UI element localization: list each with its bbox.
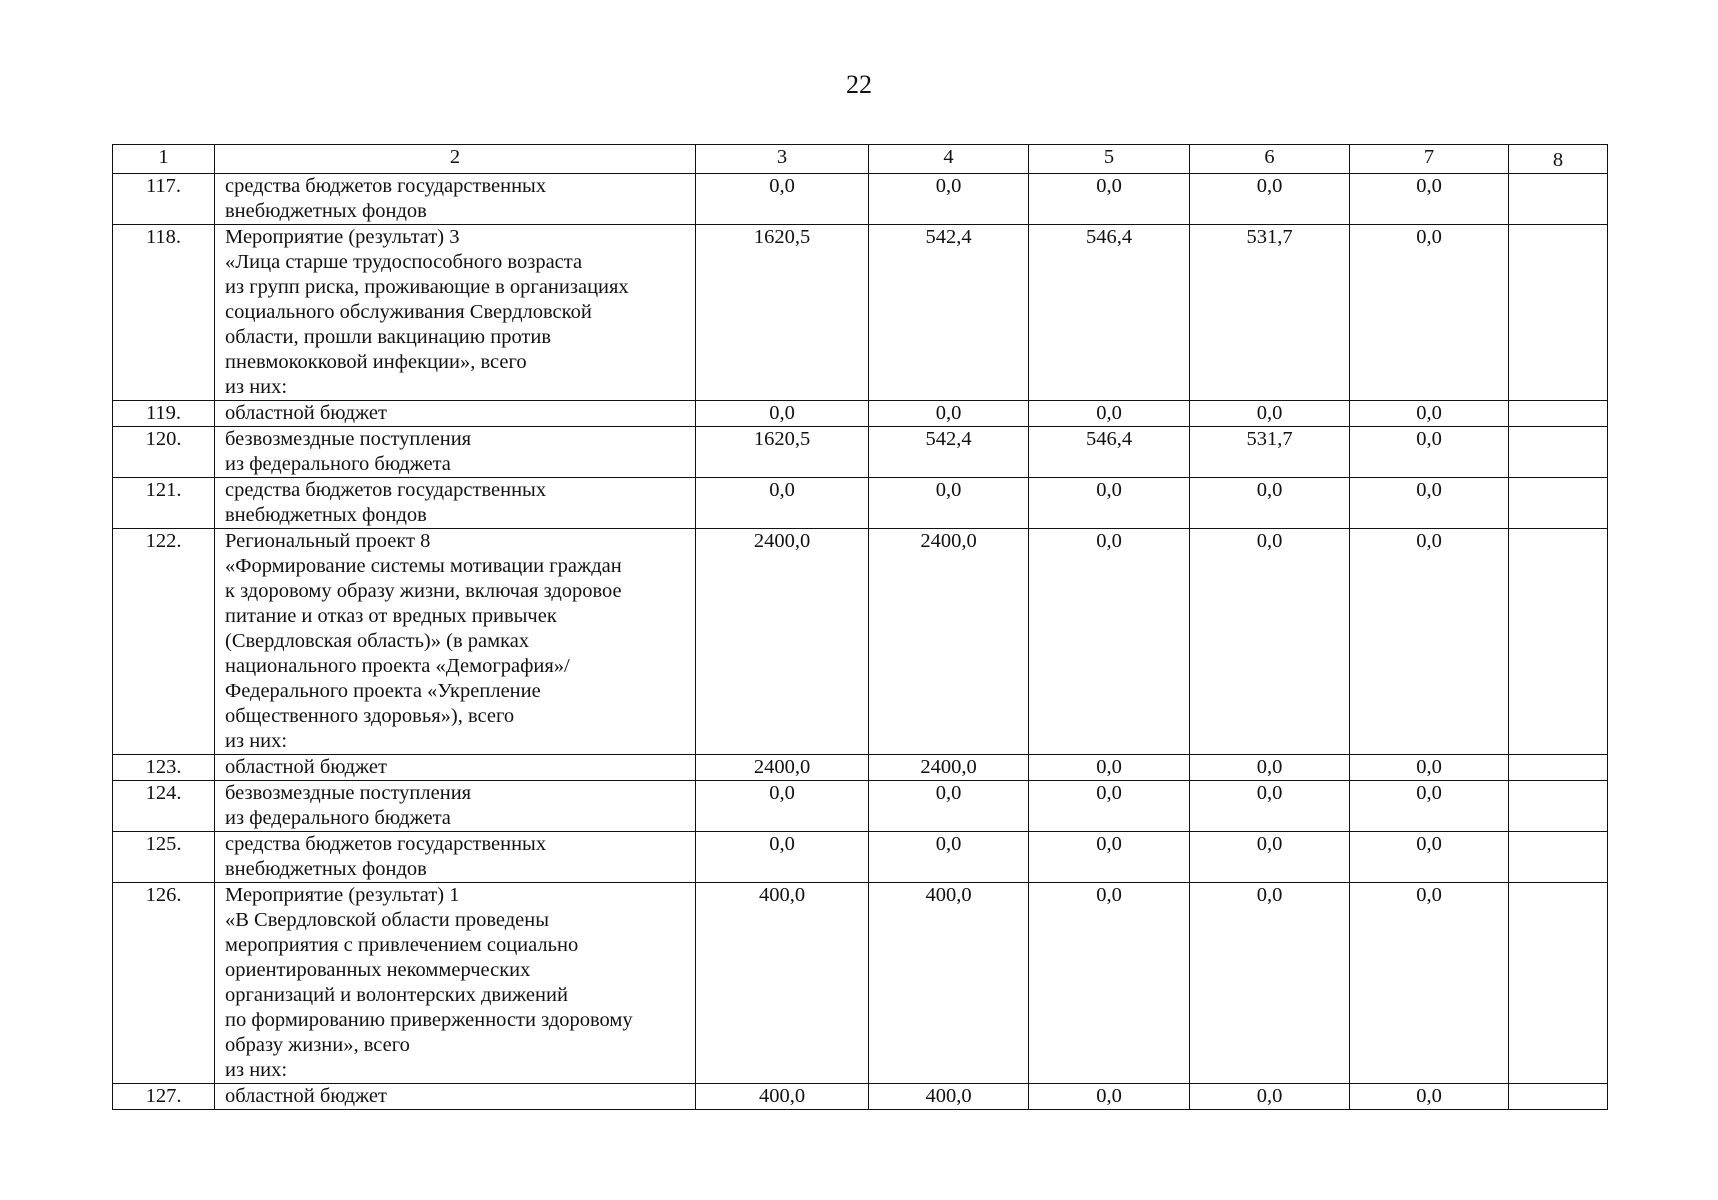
value-cell-col-5: 0,0 — [1029, 529, 1190, 755]
row-name-cell — [215, 427, 696, 478]
value-cell-col-5: 0,0 — [1029, 883, 1190, 1084]
row-name-line: (Свердловская область)» (в рамках — [225, 630, 530, 652]
row-number-cell: 120. — [113, 427, 215, 478]
value-cell-col-5: 0,0 — [1029, 1084, 1190, 1110]
row-name-cell — [215, 174, 696, 225]
row-name-line: из них: — [225, 730, 288, 752]
value-cell-col-6: 0,0 — [1190, 174, 1350, 225]
table-header-row — [113, 145, 1608, 174]
value-cell-col-8 — [1509, 225, 1608, 401]
row-name-line: внебюджетных фондов — [225, 200, 427, 222]
value-cell-col-3: 0,0 — [696, 174, 869, 225]
value-cell-col-7: 0,0 — [1350, 427, 1509, 478]
value-cell-col-6: 531,7 — [1190, 225, 1350, 401]
table-row — [113, 755, 1608, 781]
value-cell-col-7: 0,0 — [1350, 529, 1509, 755]
column-header: 1 — [113, 145, 215, 174]
column-header: 7 — [1350, 145, 1509, 174]
table-row — [113, 401, 1608, 427]
row-name-cell — [215, 225, 696, 401]
value-cell-col-8 — [1509, 478, 1608, 529]
row-name-line: общественного здоровья»), всего — [225, 705, 515, 727]
row-number-cell: 123. — [113, 755, 215, 781]
value-cell-col-8 — [1509, 401, 1608, 427]
table-row — [113, 174, 1608, 225]
row-number-cell: 125. — [113, 832, 215, 883]
value-cell-col-6: 0,0 — [1190, 1084, 1350, 1110]
budget-table — [112, 144, 1608, 1110]
row-name-line: безвозмездные поступления — [225, 782, 472, 804]
table-row — [113, 832, 1608, 883]
row-name-line: «В Свердловской области проведены — [225, 909, 549, 931]
value-cell-col-3: 400,0 — [696, 883, 869, 1084]
value-cell-col-3: 0,0 — [696, 781, 869, 832]
value-cell-col-8 — [1509, 883, 1608, 1084]
page-number: 22 — [846, 70, 872, 99]
row-name-line: средства бюджетов государственных — [225, 833, 547, 855]
row-name-line: организаций и волонтерских движений — [225, 984, 568, 1006]
value-cell-col-8 — [1509, 427, 1608, 478]
row-number-cell: 124. — [113, 781, 215, 832]
value-cell-col-3: 400,0 — [696, 1084, 869, 1110]
value-cell-col-5: 0,0 — [1029, 755, 1190, 781]
value-cell-col-3: 0,0 — [696, 401, 869, 427]
value-cell-col-6: 0,0 — [1190, 781, 1350, 832]
value-cell-col-6: 0,0 — [1190, 755, 1350, 781]
row-name-line: безвозмездные поступления — [225, 428, 472, 450]
value-cell-col-6: 0,0 — [1190, 401, 1350, 427]
row-name-cell — [215, 478, 696, 529]
table-row — [113, 529, 1608, 755]
row-name-line: внебюджетных фондов — [225, 504, 427, 526]
value-cell-col-4: 2400,0 — [869, 755, 1029, 781]
row-number-cell: 117. — [113, 174, 215, 225]
row-name-line: из групп риска, проживающие в организациях — [225, 276, 629, 298]
value-cell-col-7: 0,0 — [1350, 755, 1509, 781]
column-header: 8 — [1509, 145, 1608, 174]
value-cell-col-7: 0,0 — [1350, 401, 1509, 427]
table-row — [113, 225, 1608, 401]
row-number-cell: 118. — [113, 225, 215, 401]
row-name-line: средства бюджетов государственных — [225, 175, 547, 197]
value-cell-col-3: 2400,0 — [696, 529, 869, 755]
value-cell-col-3: 0,0 — [696, 832, 869, 883]
row-name-line: к здоровому образу жизни, включая здоровое — [225, 580, 622, 602]
value-cell-col-6: 0,0 — [1190, 883, 1350, 1084]
row-name-line: пневмококковой инфекции», всего — [225, 351, 527, 373]
value-cell-col-6: 0,0 — [1190, 529, 1350, 755]
value-cell-col-8 — [1509, 755, 1608, 781]
column-header: 5 — [1029, 145, 1190, 174]
row-name-line: внебюджетных фондов — [225, 858, 427, 880]
row-name-line: из федерального бюджета — [225, 453, 451, 475]
row-number-cell: 126. — [113, 883, 215, 1084]
row-name-cell — [215, 755, 696, 781]
value-cell-col-5: 0,0 — [1029, 401, 1190, 427]
value-cell-col-4: 400,0 — [869, 883, 1029, 1084]
value-cell-col-5: 0,0 — [1029, 174, 1190, 225]
value-cell-col-8 — [1509, 832, 1608, 883]
row-name-line: ориентированных некоммерческих — [225, 959, 531, 981]
value-cell-col-4: 542,4 — [869, 427, 1029, 478]
value-cell-col-4: 0,0 — [869, 781, 1029, 832]
row-name-line: Региональный проект 8 — [225, 530, 431, 552]
row-name-line: из них: — [225, 1059, 288, 1081]
value-cell-col-4: 0,0 — [869, 478, 1029, 529]
column-header: 6 — [1190, 145, 1350, 174]
value-cell-col-3: 2400,0 — [696, 755, 869, 781]
table-row — [113, 478, 1608, 529]
value-cell-col-5: 0,0 — [1029, 832, 1190, 883]
row-number-cell: 119. — [113, 401, 215, 427]
value-cell-col-3: 1620,5 — [696, 225, 869, 401]
row-name-line: Федерального проекта «Укрепление — [225, 680, 541, 702]
value-cell-col-7: 0,0 — [1350, 883, 1509, 1084]
row-name-line: питание и отказ от вредных привычек — [225, 605, 557, 627]
value-cell-col-6: 0,0 — [1190, 478, 1350, 529]
table-row — [113, 427, 1608, 478]
value-cell-col-5: 0,0 — [1029, 478, 1190, 529]
row-number-cell: 121. — [113, 478, 215, 529]
value-cell-col-3: 0,0 — [696, 478, 869, 529]
row-number-cell: 127. — [113, 1084, 215, 1110]
value-cell-col-6: 0,0 — [1190, 832, 1350, 883]
row-name-line: областной бюджет — [225, 1085, 387, 1107]
row-name-cell — [215, 529, 696, 755]
column-header: 3 — [696, 145, 869, 174]
row-name-line: средства бюджетов государственных — [225, 479, 547, 501]
row-name-cell — [215, 1084, 696, 1110]
row-name-cell — [215, 401, 696, 427]
row-name-line: областной бюджет — [225, 756, 387, 778]
row-name-line: мероприятия с привлечением социально — [225, 934, 579, 956]
row-name-line: «Формирование системы мотивации граждан — [225, 555, 622, 577]
value-cell-col-7: 0,0 — [1350, 478, 1509, 529]
value-cell-col-7: 0,0 — [1350, 1084, 1509, 1110]
column-header: 4 — [869, 145, 1029, 174]
table-row — [113, 1084, 1608, 1110]
row-name-cell — [215, 781, 696, 832]
value-cell-col-5: 546,4 — [1029, 225, 1190, 401]
value-cell-col-8 — [1509, 781, 1608, 832]
table-row — [113, 781, 1608, 832]
value-cell-col-3: 1620,5 — [696, 427, 869, 478]
value-cell-col-7: 0,0 — [1350, 174, 1509, 225]
value-cell-col-4: 0,0 — [869, 174, 1029, 225]
value-cell-col-7: 0,0 — [1350, 832, 1509, 883]
row-name-line: области, прошли вакцинацию против — [225, 326, 552, 348]
value-cell-col-7: 0,0 — [1350, 781, 1509, 832]
row-name-line: из них: — [225, 376, 288, 398]
value-cell-col-8 — [1509, 529, 1608, 755]
value-cell-col-4: 542,4 — [869, 225, 1029, 401]
row-name-line: из федерального бюджета — [225, 807, 451, 829]
row-name-line: по формированию приверженности здоровому — [225, 1009, 633, 1031]
row-name-line: областной бюджет — [225, 402, 387, 424]
table-row — [113, 883, 1608, 1084]
value-cell-col-6: 531,7 — [1190, 427, 1350, 478]
value-cell-col-8 — [1509, 1084, 1608, 1110]
row-name-line: Мероприятие (результат) 3 — [225, 226, 460, 248]
row-name-cell — [215, 883, 696, 1084]
row-name-line: социального обслуживания Свердловской — [225, 301, 592, 323]
value-cell-col-4: 0,0 — [869, 401, 1029, 427]
value-cell-col-8 — [1509, 174, 1608, 225]
row-name-line: «Лица старше трудоспособного возраста — [225, 251, 583, 273]
row-name-line: национального проекта «Демография»/ — [225, 655, 570, 677]
row-name-cell — [215, 832, 696, 883]
value-cell-col-7: 0,0 — [1350, 225, 1509, 401]
row-name-line: образу жизни», всего — [225, 1034, 410, 1056]
row-number-cell: 122. — [113, 529, 215, 755]
row-name-line: Мероприятие (результат) 1 — [225, 884, 460, 906]
value-cell-col-4: 0,0 — [869, 832, 1029, 883]
value-cell-col-5: 546,4 — [1029, 427, 1190, 478]
column-header: 2 — [215, 145, 696, 174]
value-cell-col-4: 400,0 — [869, 1084, 1029, 1110]
value-cell-col-5: 0,0 — [1029, 781, 1190, 832]
value-cell-col-4: 2400,0 — [869, 529, 1029, 755]
